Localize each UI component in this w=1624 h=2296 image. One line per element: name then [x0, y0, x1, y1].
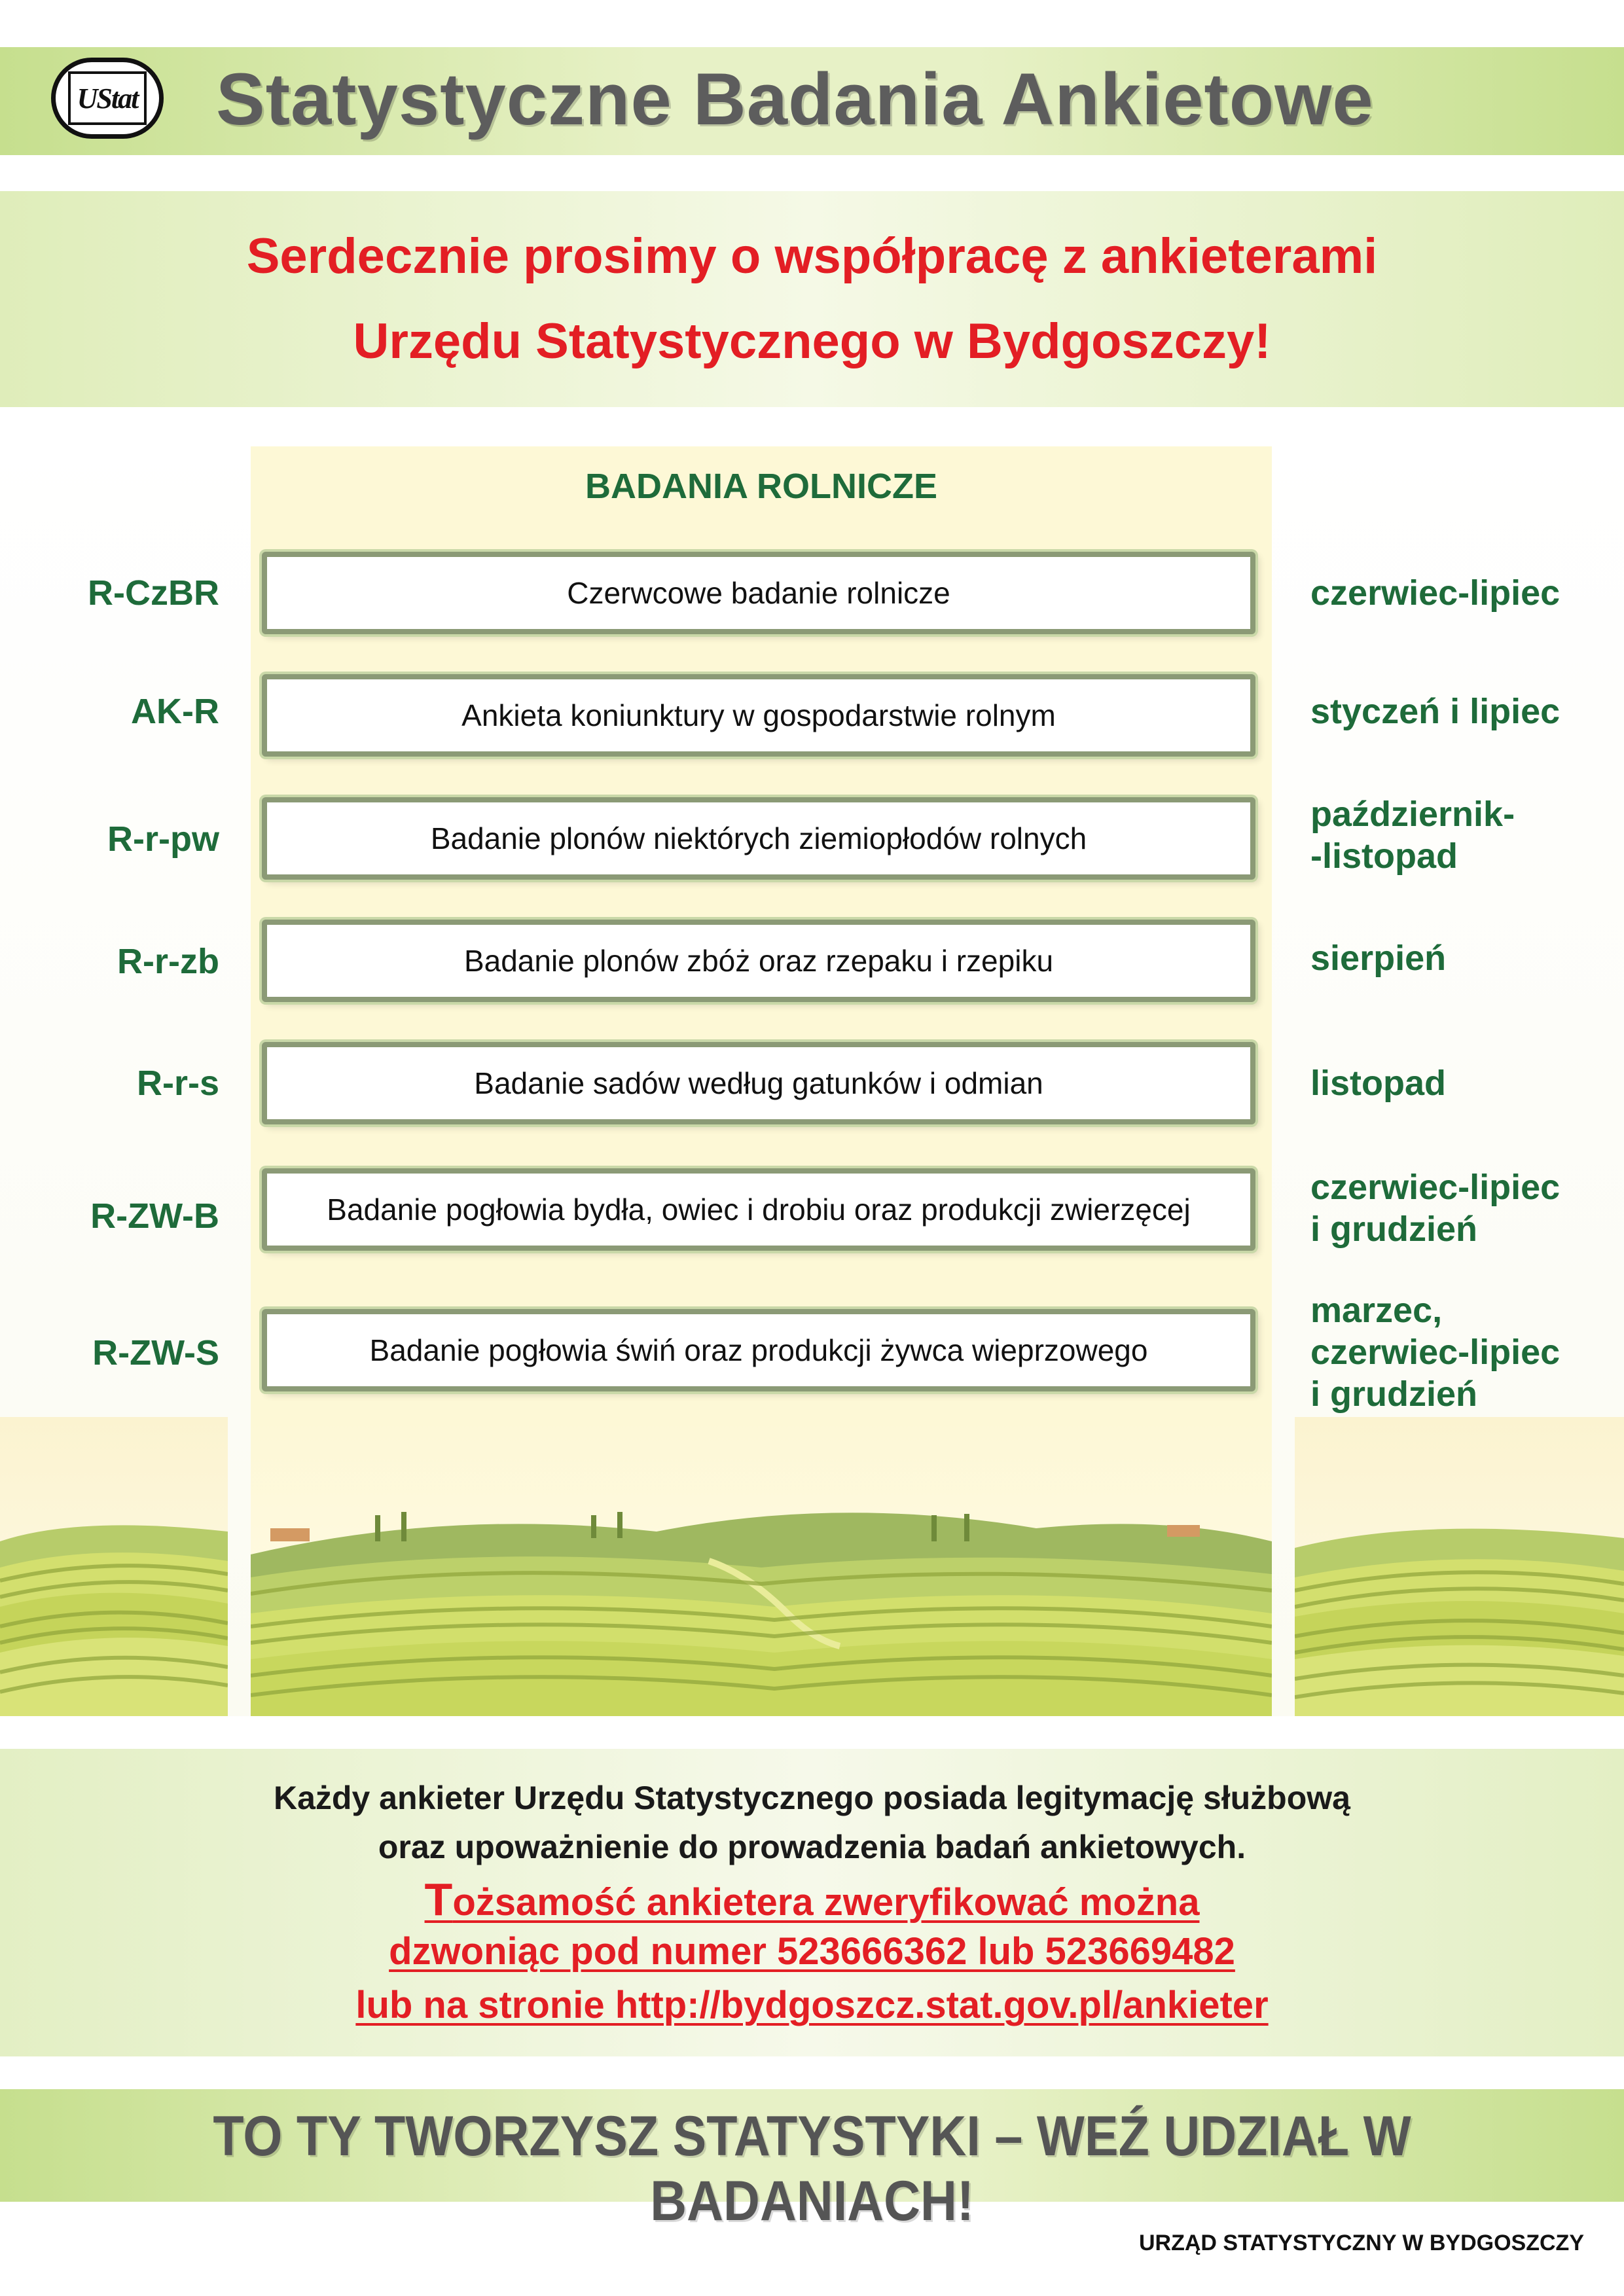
- footer-organization: URZĄD STATYSTYCZNY W BYDGOSZCZY: [1139, 2231, 1584, 2255]
- period-line: i grudzień: [1310, 1210, 1477, 1249]
- period-line: czerwiec-lipiec: [1310, 573, 1561, 613]
- verify-capital: T: [424, 1874, 453, 1925]
- survey-code: R-r-zb: [117, 942, 219, 981]
- logo-text: UStat: [68, 71, 147, 125]
- info-text-line-1: Każdy ankieter Urzędu Statystycznego posiada legitymację służbową: [274, 1780, 1350, 1816]
- info-text-line-2: oraz upoważnienie do prowadzenia badań ankietowych.: [378, 1829, 1246, 1865]
- page-title: Statystyczne Badania Ankietowe: [216, 58, 1374, 140]
- period-line: i grudzień: [1310, 1374, 1477, 1414]
- slogan: TO TY TWORZYSZ STATYSTYKI – WEŹ UDZIAŁ W BADANIACH!: [213, 2105, 1411, 2233]
- section-title: BADANIA ROLNICZE: [585, 467, 937, 506]
- appeal-line-2: Urzędu Statystycznego w Bydgoszczy!: [353, 314, 1271, 369]
- survey-name-box: Ankieta koniunktury w gospodarstwie rolnym: [262, 674, 1255, 757]
- period-line: sierpień: [1310, 939, 1447, 978]
- survey-name-box: Badanie sadów według gatunków i odmian: [262, 1042, 1255, 1124]
- verify-phone-line: dzwoniąc pod numer 523666362 lub 523669482: [389, 1930, 1235, 1973]
- survey-name-box: Czerwcowe badanie rolnicze: [262, 552, 1255, 634]
- survey-period: [1310, 1289, 1605, 1415]
- survey-period: [1310, 1166, 1605, 1250]
- survey-period: [1310, 691, 1605, 732]
- period-line: czerwiec-lipiec: [1310, 1168, 1561, 1207]
- period-line: listopad: [1310, 1064, 1447, 1103]
- appeal-band: [0, 191, 1624, 407]
- verify-text-line-1: [0, 1873, 1624, 1926]
- period-line: marzec,: [1310, 1291, 1443, 1330]
- survey-code: AK-R: [131, 692, 219, 731]
- period-line: październik-: [1310, 795, 1515, 834]
- survey-period: [1310, 793, 1605, 877]
- appeal-line-1: Serdecznie prosimy o współpracę z ankieterami: [246, 228, 1378, 284]
- survey-code: R-r-s: [136, 1064, 219, 1103]
- survey-name-box: Badanie pogłowia świń oraz produkcji żywca wieprzowego: [262, 1309, 1255, 1391]
- survey-name-box: Badanie pogłowia bydła, owiec i drobiu oraz produkcji zwierzęcej: [262, 1168, 1255, 1251]
- survey-code: R-CzBR: [88, 573, 219, 613]
- landscape-illustration-center: [251, 1417, 1272, 1716]
- survey-period: [1310, 1062, 1605, 1104]
- survey-code: R-ZW-B: [90, 1196, 219, 1236]
- survey-name-box: Badanie plonów zbóż oraz rzepaku i rzepiku: [262, 920, 1255, 1002]
- ustat-logo: [51, 58, 164, 139]
- survey-period: [1310, 937, 1605, 979]
- verify-rest: ożsamość ankietera zweryfikować można: [452, 1881, 1200, 1924]
- period-line: styczeń i lipiec: [1310, 692, 1561, 731]
- survey-code: R-r-pw: [107, 819, 219, 859]
- survey-name-box: Badanie plonów niektórych ziemiopłodów rolnych: [262, 797, 1255, 880]
- survey-period: [1310, 572, 1605, 614]
- period-line: -listopad: [1310, 836, 1458, 876]
- period-line: czerwiec-lipiec: [1310, 1333, 1561, 1372]
- survey-code: R-ZW-S: [92, 1333, 219, 1372]
- landscape-illustration-right: [1295, 1417, 1624, 1716]
- landscape-illustration-left: [0, 1417, 228, 1716]
- verify-web-link[interactable]: lub na stronie http://bydgoszcz.stat.gov.pl/ankieter: [355, 1984, 1269, 2026]
